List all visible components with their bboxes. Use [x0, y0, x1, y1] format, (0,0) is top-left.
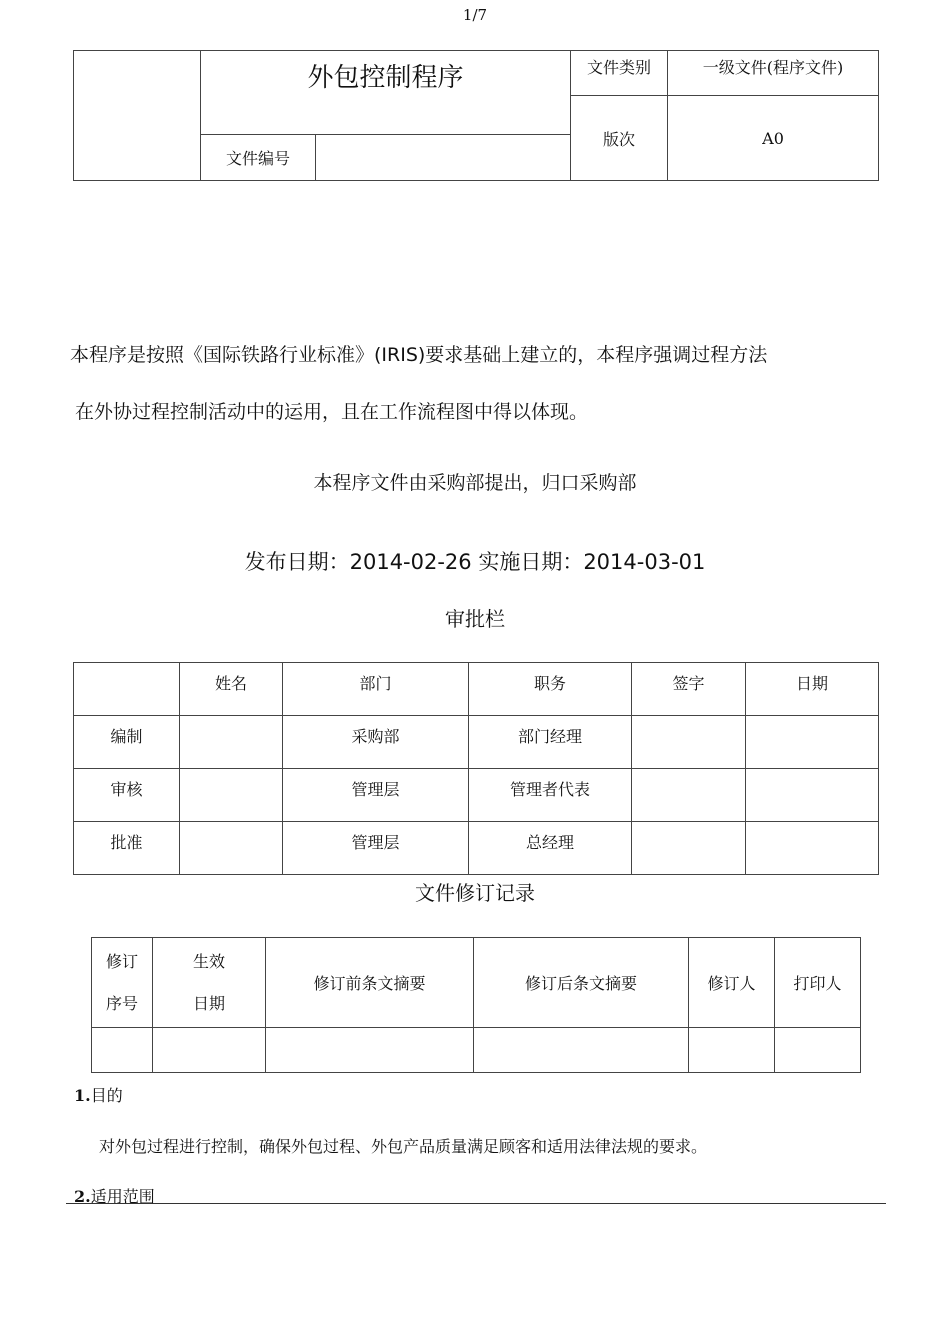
table-cell: [632, 822, 746, 875]
section-title: 适用范围: [90, 1187, 155, 1206]
table-header: 姓名: [180, 663, 283, 716]
section-number: 2.: [74, 1187, 91, 1206]
table-header: 修订后条文摘要: [474, 938, 689, 1028]
table-row: [74, 769, 879, 822]
table-row: [74, 822, 879, 875]
table-header: 修订人: [689, 938, 775, 1028]
section-1-body: 对外包过程进行控制，确保外包过程、外包产品质量满足顾客和适用法律法规的要求。: [99, 1137, 708, 1156]
revision-title: 文件修订记录: [415, 881, 535, 905]
approval-table: [73, 662, 879, 875]
divider: [66, 1203, 886, 1204]
logo-cell: [74, 51, 201, 181]
table-cell: 审核: [74, 769, 180, 822]
table-cell: 管理层: [283, 822, 469, 875]
table-cell: [632, 716, 746, 769]
table-header: 签字: [632, 663, 746, 716]
table-cell: [746, 716, 879, 769]
approval-header-row: [74, 663, 879, 716]
table-header: 打印人: [775, 938, 861, 1028]
table-cell: [746, 769, 879, 822]
doc-number-value: [316, 135, 571, 181]
doc-category-value: 一级文件(程序文件): [668, 51, 879, 96]
document-header-table: [73, 50, 879, 181]
table-header: 修订前条文摘要: [266, 938, 474, 1028]
table-cell: [775, 1028, 861, 1073]
table-cell: [180, 716, 283, 769]
intro-line-1: 本程序是按照《国际铁路行业标准》(IRIS)要求基础上建立的，本程序强调过程方法: [70, 344, 768, 366]
seq-header-top: 修订: [105, 951, 138, 971]
table-cell: 采购部: [283, 716, 469, 769]
table-cell: [474, 1028, 689, 1073]
table-row: [74, 716, 879, 769]
table-header: [92, 938, 153, 1028]
doc-category-label: 文件类别: [571, 51, 668, 96]
revision-header-row: [92, 938, 861, 1028]
version-label: 版次: [571, 96, 668, 181]
table-cell: [266, 1028, 474, 1073]
date-header-top: 生效: [192, 951, 225, 971]
table-cell: [632, 769, 746, 822]
table-cell: 批准: [74, 822, 180, 875]
version-value: A0: [668, 96, 879, 181]
revision-table: [91, 937, 861, 1073]
table-cell: [180, 822, 283, 875]
table-header: [153, 938, 266, 1028]
table-cell: 部门经理: [469, 716, 632, 769]
issue-dates: 发布日期：2014-02-26 实施日期：2014-03-01: [244, 550, 706, 574]
intro-line-2: 在外协过程控制活动中的运用，且在工作流程图中得以体现。: [75, 401, 589, 423]
table-header: 部门: [283, 663, 469, 716]
table-cell: [689, 1028, 775, 1073]
table-header: 职务: [469, 663, 632, 716]
section-1-heading: [74, 1083, 123, 1106]
section-number: 1.: [74, 1086, 91, 1105]
table-cell: 总经理: [469, 822, 632, 875]
table-header: 日期: [746, 663, 879, 716]
doc-number-label: 文件编号: [201, 135, 316, 181]
table-cell: [180, 769, 283, 822]
section-title: 目的: [90, 1086, 123, 1105]
table-cell: [92, 1028, 153, 1073]
page-number: 1/7: [462, 6, 488, 24]
approval-title: 审批栏: [445, 607, 505, 631]
proposed-by: 本程序文件由采购部提出，归口采购部: [313, 472, 637, 494]
table-row: [92, 1028, 861, 1073]
table-cell: [746, 822, 879, 875]
table-cell: 管理层: [283, 769, 469, 822]
document-title: 外包控制程序: [201, 51, 571, 135]
seq-header-bottom: 序号: [105, 993, 138, 1013]
table-header: [74, 663, 180, 716]
date-header-bottom: 日期: [192, 993, 225, 1013]
table-cell: 编制: [74, 716, 180, 769]
table-cell: [153, 1028, 266, 1073]
table-cell: 管理者代表: [469, 769, 632, 822]
